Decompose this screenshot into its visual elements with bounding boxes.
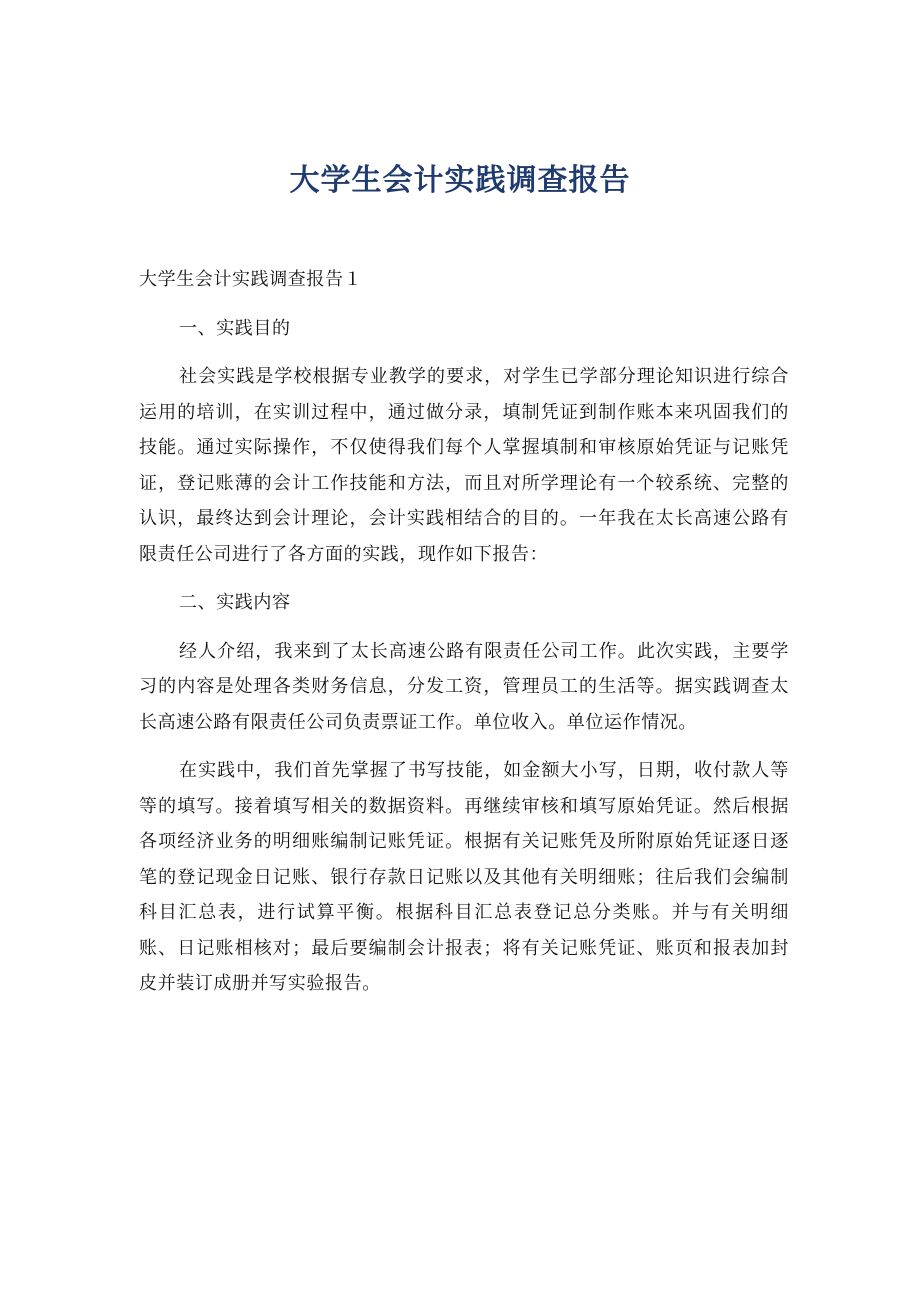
section-heading-content: 二、实践内容 xyxy=(179,592,291,613)
section-heading-purpose: 一、实践目的 xyxy=(179,317,291,339)
document-title: 大学生会计实践调查报告 xyxy=(289,163,631,198)
paragraph-purpose: 社会实践是学校根据专业教学的要求，对学生已学部分理论知识进行综合运用的培训，在实训过程中，通过做分录，填制凭证到制作账本来巩固我们的技能。通过实际操作，不仅使得我们每个人掌握填制和审核原始凭证与记账凭证，登记账薄的会计工作技能和方法，而且对所学理论有一个较系统、完整的认识，最终达到会计理论，会计实践相结合的目的。一年我在太长高速公路有限责任公司进行了各方面的实践，现作如下报告： xyxy=(139,366,789,565)
report-subtitle: 大学生会计实践调查报告１ xyxy=(139,269,363,290)
paragraph-content-intro: 经人介绍，我来到了太长高速公路有限责任公司工作。此次实践，主要学习的内容是处理各类财务信息，分发工资，管理员工的生活等。据实践调查太长高速公路有限责任公司负责票证工作。单位收入。单位运作情况。 xyxy=(139,640,789,733)
paragraph-content-process: 在实践中，我们首先掌握了书写技能，如金额大小写，日期，收付款人等等的填写。接着填写相关的数据资料。再继续审核和填写原始凭证。然后根据各项经济业务的明细账编制记账凭证。根据有关记账凭及所附原始凭证逐日逐笔的登记现金日记账、银行存款日记账以及其他有关明细账；往后我们会编制科目汇总表，进行试算平衡。根据科目汇总表登记总分类账。并与有关明细账、日记账相核对；最后要编制会计报表；将有关记账凭证、账页和报表加封皮并装订成册并写实验报告。 xyxy=(139,760,789,994)
document-body xyxy=(139,262,789,1015)
